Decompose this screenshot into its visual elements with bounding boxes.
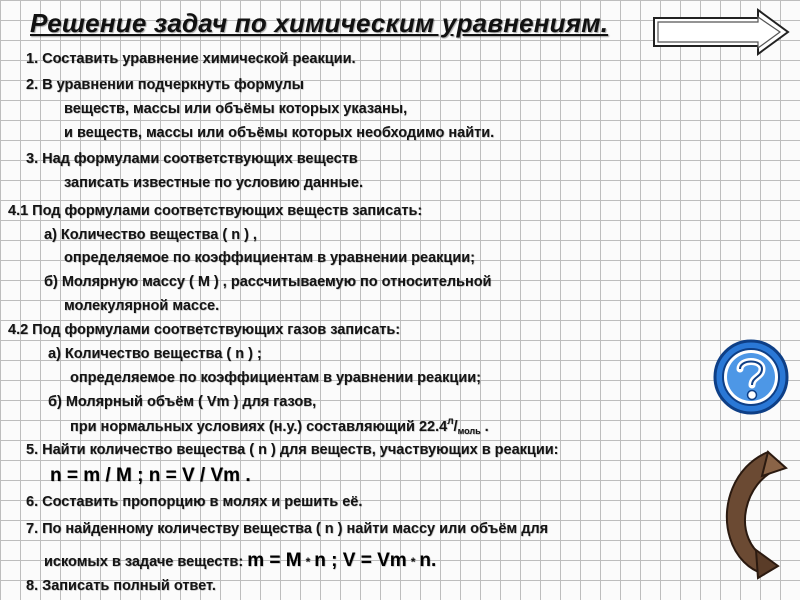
step-7: 7. По найденному количеству вещества ( n ) найти массу или объём для xyxy=(26,521,549,537)
multiply-sign-2: * xyxy=(410,555,416,569)
step-2: 2. В уравнении подчеркнуть формулы xyxy=(26,77,305,93)
mass-formula-part-2: n ; V = Vm xyxy=(314,550,407,571)
arrow-right-icon xyxy=(654,10,788,54)
mass-formula-part-3: n. xyxy=(419,550,437,571)
step-3-line-2: записать известные по условию данные. xyxy=(64,175,364,191)
step-2-line-2: веществ, массы или объёмы которых указаны, xyxy=(64,101,408,117)
step-3: 3. Над формулами соответствующих веществ xyxy=(26,151,358,167)
step-4-2-b-line-2: при нормальных условиях (н.у.) составляющий $22.4^л/_{моль}$ . xyxy=(70,416,489,436)
step-4-1-a-line-2: определяемое по коэффициентам в уравнении реакции; xyxy=(64,250,475,266)
step-4-2-b: б) Молярный объём ( Vm ) для газов, xyxy=(48,394,317,410)
step-7-text: искомых в задаче веществ: xyxy=(44,554,244,570)
step-1: 1. Составить уравнение химической реакции. xyxy=(26,51,356,67)
step-4-1-a: а) Количество вещества ( n ) , xyxy=(44,227,257,243)
step-7-line-2 xyxy=(44,550,436,572)
multiply-sign-1: * xyxy=(305,555,311,569)
mass-formula-part-1: m = M xyxy=(247,550,302,571)
return-button[interactable] xyxy=(716,446,788,580)
step-4-1-b: б) Молярную массу ( М ) , рассчитываемую по относительной xyxy=(44,274,492,290)
molar-volume-value: 22.4 xyxy=(418,419,448,435)
step-4-1: 4.1 Под формулами соответствующих веществ записать: xyxy=(8,203,423,219)
unit-numerator: л xyxy=(447,416,454,427)
step-4-1-b-line-2: молекулярной массе. xyxy=(64,298,220,314)
step-4-2-a: а) Количество вещества ( n ) ; xyxy=(48,346,262,362)
step-5-formula: n = m / M ; n = V / Vm . xyxy=(50,465,251,486)
unit-denominator: моль xyxy=(457,426,481,436)
question-mark-icon xyxy=(715,341,787,413)
step-4-2-a-line-2: определяемое по коэффициентам в уравнении реакции; xyxy=(70,370,481,386)
step-6: 6. Составить пропорцию в молях и решить её. xyxy=(26,494,363,510)
step-4-2: 4.2 Под формулами соответствующих газов записать: xyxy=(8,322,401,338)
next-slide-button[interactable] xyxy=(650,8,792,56)
normal-conditions-text: при нормальных условиях (н.у.) составляющий xyxy=(70,419,415,435)
page-title: Решение задач по химическим уравнениям. xyxy=(30,8,609,38)
curved-return-arrow-icon xyxy=(727,452,786,578)
step-5: 5. Найти количество вещества ( n ) для веществ, участвующих в реакции: xyxy=(26,442,559,458)
period: . xyxy=(484,419,489,435)
step-8: 8. Записать полный ответ. xyxy=(26,578,216,594)
help-button[interactable] xyxy=(712,338,790,416)
step-2-line-3: и веществ, массы или объёмы которых необходимо найти. xyxy=(64,125,495,141)
